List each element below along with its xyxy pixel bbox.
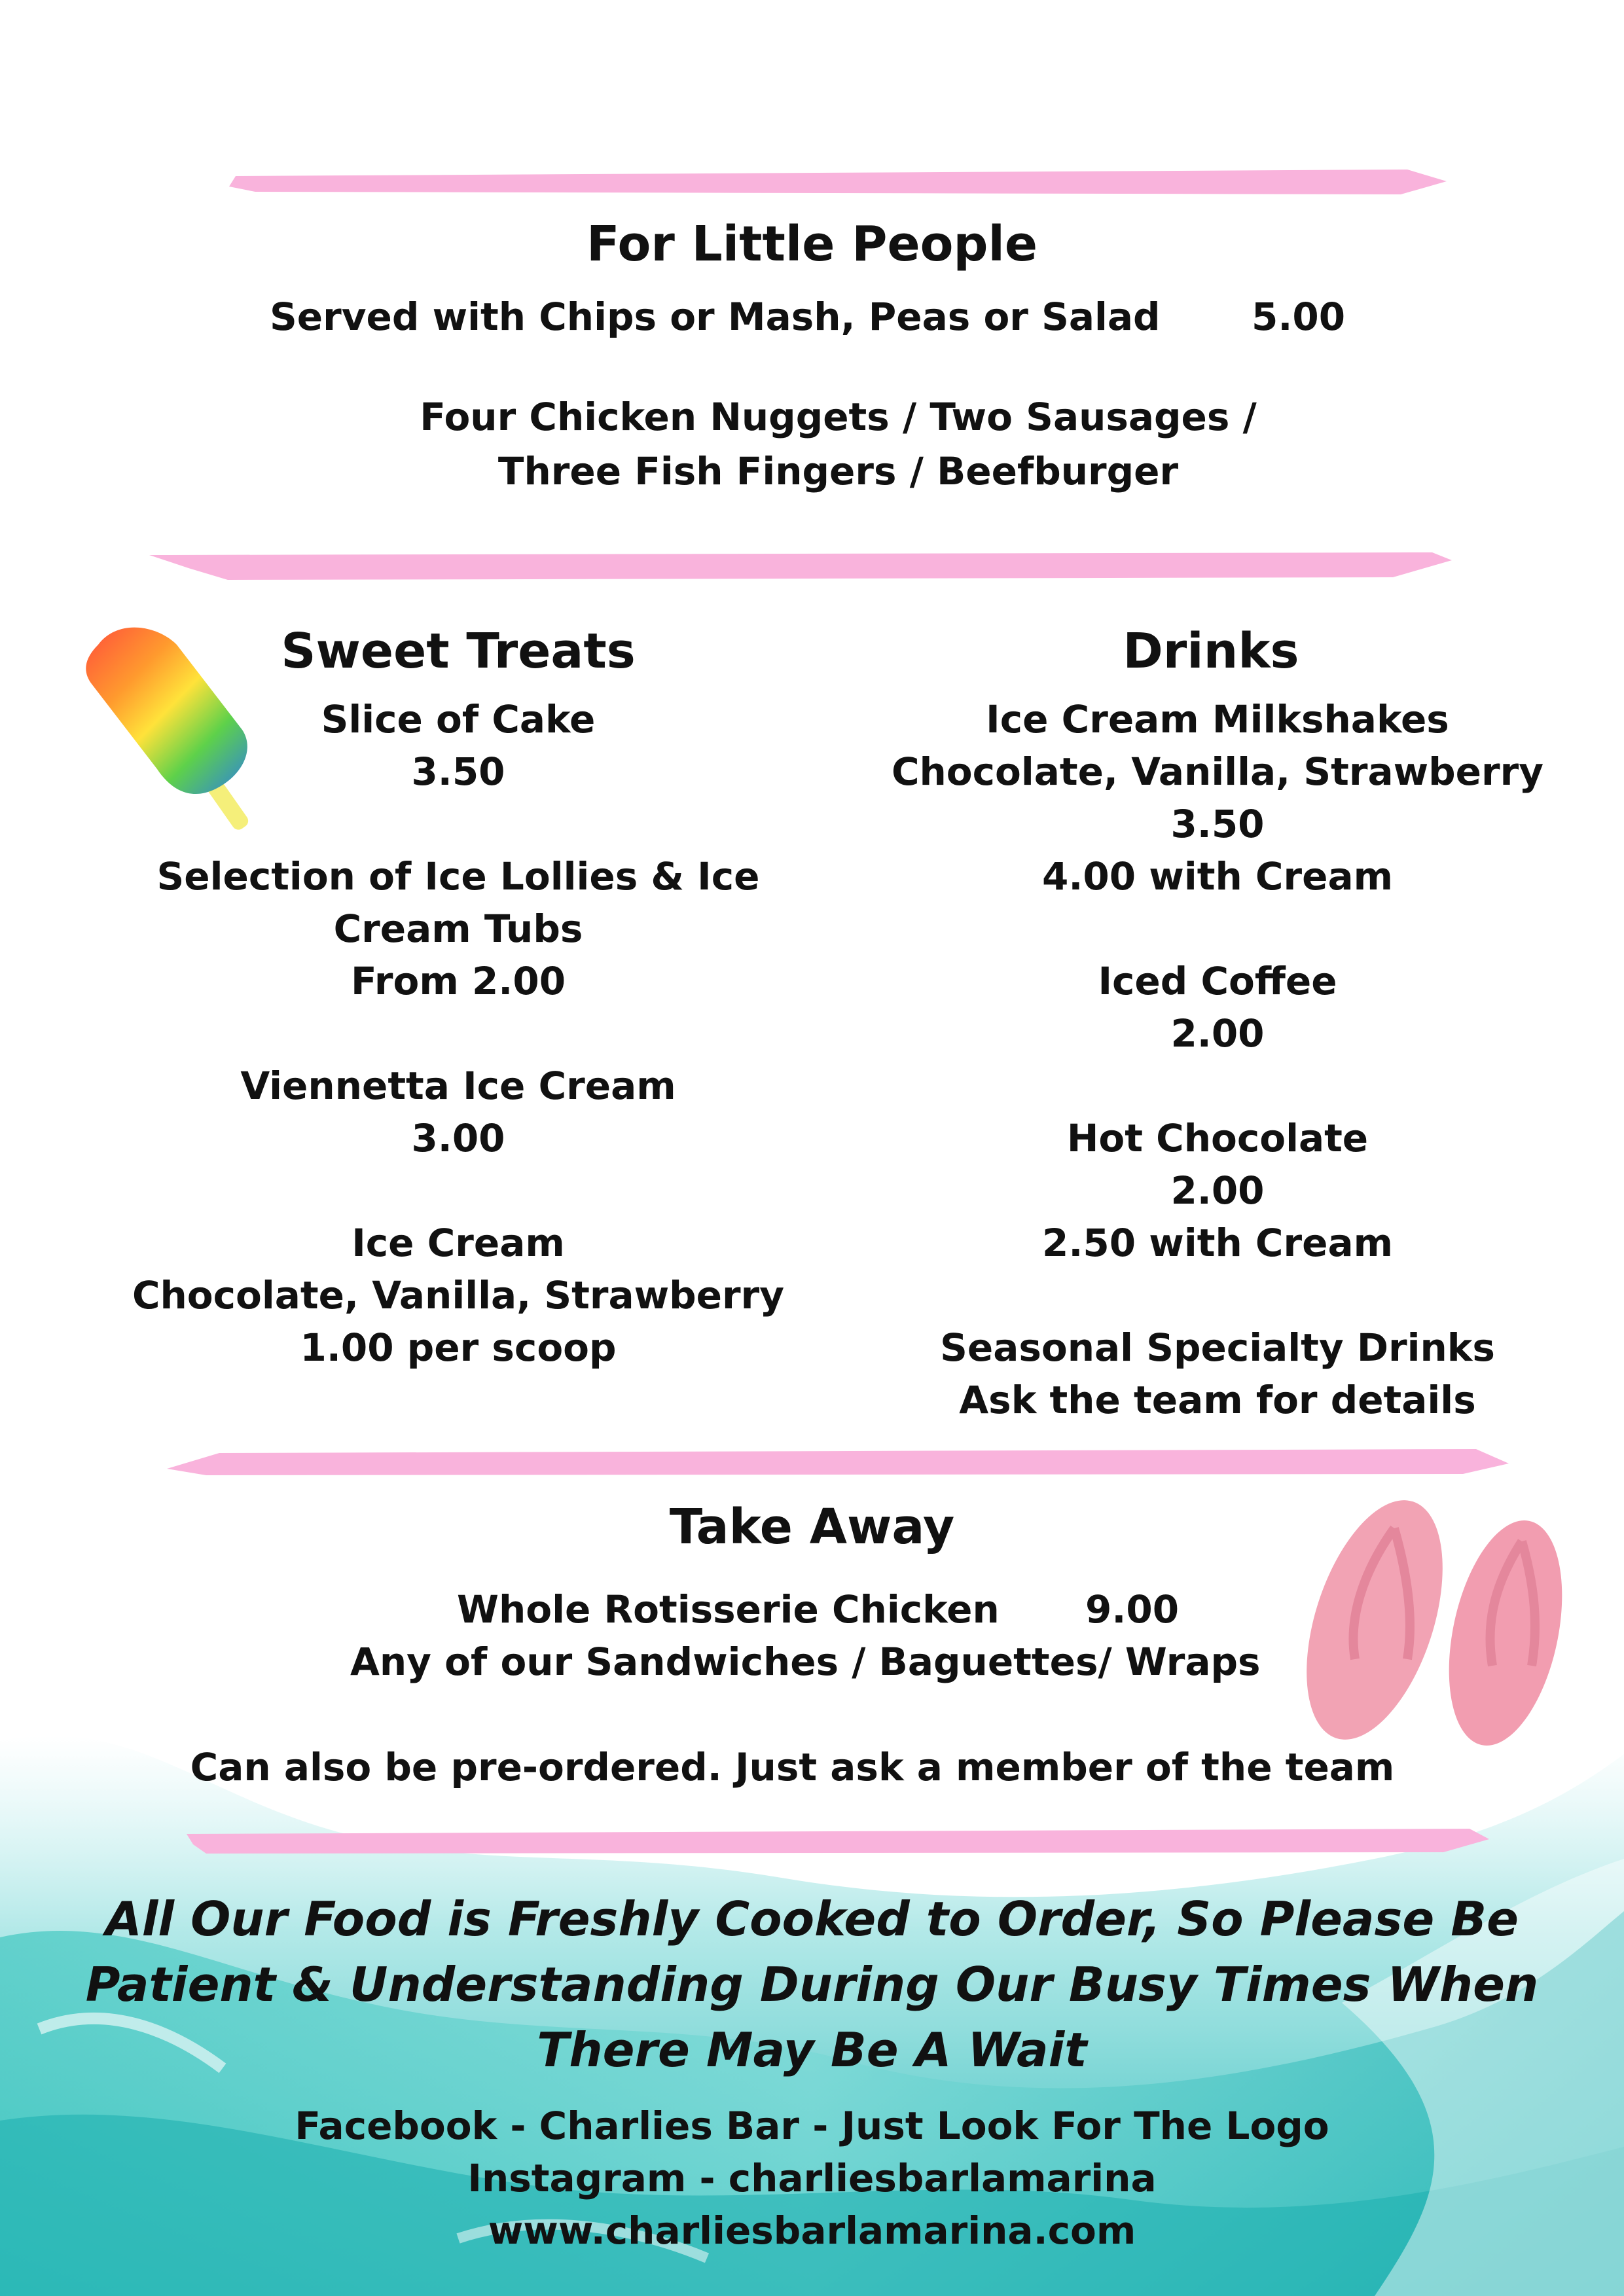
drink-item-name: Iced Coffee bbox=[1098, 959, 1337, 1003]
sweet-item-flavours: Chocolate, Vanilla, Strawberry bbox=[132, 1273, 785, 1318]
drinks-column bbox=[851, 619, 1584, 1426]
sweet-treats-title: Sweet Treats bbox=[281, 623, 636, 679]
sweet-item-name: Viennetta Ice Cream bbox=[240, 1064, 676, 1108]
drink-item-price: 2.00 bbox=[1170, 1011, 1265, 1056]
instagram-link[interactable]: Instagram - charliesbarlamarina bbox=[467, 2156, 1157, 2200]
sweet-item-name: Ice Cream bbox=[352, 1221, 565, 1265]
sweet-item-price: 3.00 bbox=[411, 1116, 505, 1160]
take-away-chicken-price: 9.00 bbox=[1085, 1587, 1180, 1632]
drinks-title: Drinks bbox=[1123, 623, 1299, 679]
drink-item-price: 3.50 bbox=[1170, 802, 1265, 846]
take-away-preorder: Can also be pre-ordered. Just ask a member of the team bbox=[190, 1745, 1395, 1789]
divider-brush-2 bbox=[149, 551, 1458, 581]
drink-item-price: 2.00 bbox=[1170, 1168, 1265, 1213]
little-people-options-line2: Three Fish Fingers / Beefburger bbox=[497, 449, 1179, 493]
little-people-served-with: Served with Chips or Mash, Peas or Salad bbox=[270, 295, 1161, 339]
notice-line2: Patient & Understanding During Our Busy Times When bbox=[85, 1957, 1539, 2012]
sweet-item-price: 3.50 bbox=[411, 749, 505, 794]
sweet-item-name: Selection of Ice Lollies & Ice bbox=[156, 854, 760, 899]
little-people-title: For Little People bbox=[586, 216, 1038, 272]
divider-brush-top bbox=[229, 167, 1453, 197]
divider-brush-3 bbox=[167, 1446, 1515, 1477]
take-away-sandwiches: Any of our Sandwiches / Baguettes/ Wraps bbox=[350, 1640, 1261, 1684]
sweet-item-name: Cream Tubs bbox=[333, 906, 583, 951]
drink-item-price-extra: 4.00 with Cream bbox=[1041, 854, 1394, 899]
drink-item-price-extra: 2.50 with Cream bbox=[1041, 1221, 1394, 1265]
website-link[interactable]: www.charliesbarlamarina.com bbox=[488, 2208, 1136, 2253]
divider-brush-4 bbox=[187, 1826, 1492, 1856]
little-people-options-line1: Four Chicken Nuggets / Two Sausages / bbox=[420, 395, 1257, 439]
facebook-link[interactable]: Facebook - Charlies Bar - Just Look For The Logo bbox=[295, 2104, 1329, 2148]
drink-item-name: Seasonal Specialty Drinks bbox=[940, 1325, 1495, 1370]
sweet-item-price: From 2.00 bbox=[350, 959, 566, 1003]
take-away-chicken: Whole Rotisserie Chicken bbox=[457, 1587, 1000, 1632]
drink-item-name: Ice Cream Milkshakes bbox=[986, 697, 1449, 742]
take-away-title: Take Away bbox=[669, 1499, 955, 1555]
sweet-treats-column bbox=[98, 619, 818, 1374]
notice-line3: There May Be A Wait bbox=[537, 2022, 1087, 2077]
little-people-price: 5.00 bbox=[1252, 295, 1346, 339]
sweet-item-name: Slice of Cake bbox=[321, 697, 596, 742]
drink-item-name: Hot Chocolate bbox=[1066, 1116, 1369, 1160]
flip-flops-icon bbox=[1296, 1489, 1584, 1751]
drink-item-note: Ask the team for details bbox=[959, 1378, 1476, 1422]
notice-line1: All Our Food is Freshly Cooked to Order, So Please Be bbox=[105, 1892, 1519, 1946]
drink-item-flavours: Chocolate, Vanilla, Strawberry bbox=[891, 749, 1544, 794]
sweet-item-price: 1.00 per scoop bbox=[300, 1325, 617, 1370]
